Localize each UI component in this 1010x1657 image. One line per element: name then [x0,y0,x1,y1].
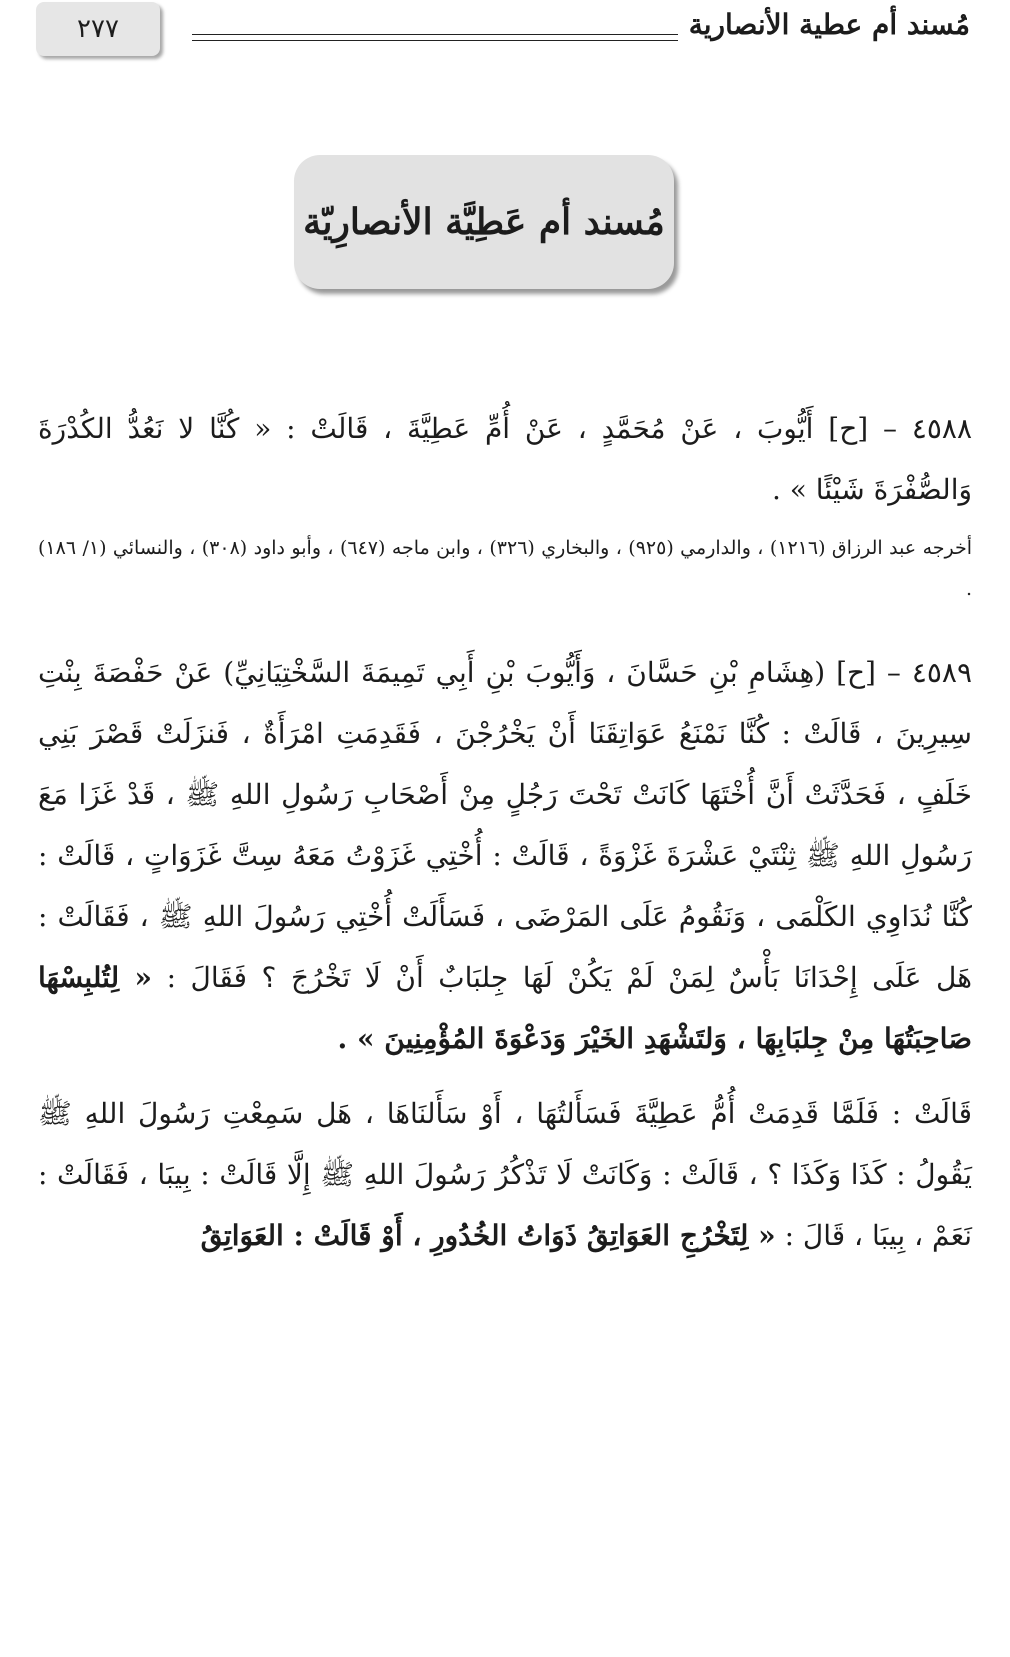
page-body [38,398,972,1266]
hadith-4589 [38,642,972,1069]
hadith-text: أَيُّوبَ ، عَنْ مُحَمَّدٍ ، عَنْ أُمِّ عَطِيَّةَ ، قَالَتْ : « كُنَّا لا نَعُدُّ الكُدْرَةَ وَالصُّفْرَةَ شَيْئًا » . [38,412,972,506]
page-number: ٢٧٧ [36,2,160,56]
hadith-4589-continued [38,1083,972,1266]
hadith-4588 [38,398,972,520]
hadith-quote: « لِتُلبِسْهَا صَاحِبَتُهَا مِنْ جِلبَابِهَا ، وَلتَشْهَدِ الخَيْرَ وَدَعْوَةَ المُؤْمِنِينَ » . [38,961,972,1055]
hadith-number: ٤٥٨٨ – [ح] [828,412,972,445]
hadith-text: (هِشَامِ بْنِ حَسَّانَ ، وَأَيُّوبَ بْنِ أَبِي تَمِيمَةَ السَّخْتِيَانِيِّ) عَنْ حَفْصَةَ بِنْتِ سِيرِينَ ، قَالَتْ : كُنَّا نَمْنَعُ عَوَاتِقَنَا أَنْ يَخْرُجْنَ ، فَقَدِمَتِ امْرَأَةٌ ، فَنزَلَتْ قَصْرَ بَنِي خَلَفٍ ، فَحَدَّثَتْ أَنَّ أُخْتَهَا كَانَتْ تَحْتَ رَجُلٍ مِنْ أَصْحَابِ رَسُولِ اللهِ ﷺ ، قَدْ غَزَا مَعَ رَسُولِ اللهِ ﷺ ثِنْتَيْ عَشْرَةَ غَزْوَةً ، قَالَتْ : أُخْتِي غَزَوْتُ مَعَهُ سِتَّ غَزَوَاتٍ ، قَالَتْ : كُنَّا نُدَاوِي الكَلْمَى ، وَنَقُومُ عَلَى المَرْضَى ، فَسَأَلَتْ أُخْتِي رَسُولَ اللهِ ﷺ ، فَقَالَتْ : هَل عَلَى إِحْدَانَا بَأْسٌ لِمَنْ لَمْ يَكُنْ لَهَا جِلبَابٌ أَنْ لَا تَخْرُجَ ؟ فَقَالَ : [38,656,973,994]
header-rule-bottom [192,40,678,41]
footnote: أخرجه عبد الرزاق (١٢١٦) ، والدارمي (٩٢٥) ، والبخاري (٣٢٦) ، وابن ماجه (٦٤٧) ، وأبو داود (٣٠٨) ، والنسائي (١/ ١٨٦) . [38,537,973,600]
running-title: مُسند أم عطية الأنصارية [688,8,970,41]
hadith-number: ٤٥٨٩ – [ح] [836,656,972,689]
hadith-quote: « لِتَخْرُجِ العَوَاتِقُ ذَوَاتُ الخُدُورِ ، أَوْ قَالَتْ : العَوَاتِقُ [200,1219,776,1252]
header-rule-top [192,34,678,35]
hadith-text: قَالَتْ : فَلَمَّا قَدِمَتْ أُمُّ عَطِيَّةَ فَسَأَلتُهَا ، أَوْ سَأَلنَاهَا ، هَل سَمِعْتِ رَسُولَ اللهِ ﷺ يَقُولُ : كَذَا وَكَذَا ؟ ، قَالَتْ : وَكَانَتْ لَا تَذْكُرُ رَسُولَ اللهِ ﷺ إِلَّا قَالَتْ : بِيبَا ، فَقَالَتْ : نَعَمْ ، بِيبَا ، قَالَ : [38,1097,972,1252]
section-title: مُسند أم عَطِيَّة الأنصارِيّة [294,155,674,289]
